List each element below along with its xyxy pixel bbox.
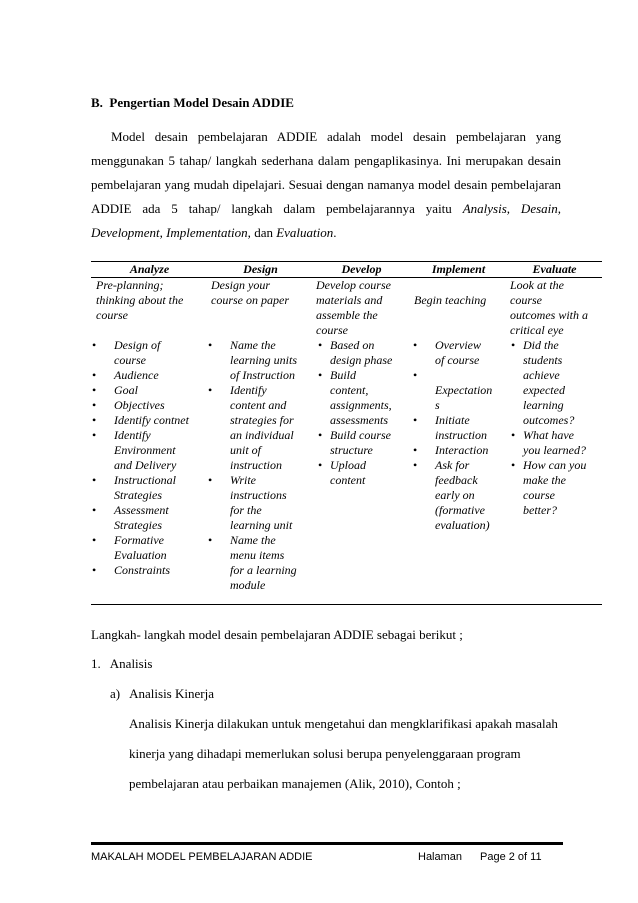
row2-analyze-list — [92, 338, 208, 578]
header-design: Design — [243, 262, 278, 276]
list-item: • Goal — [92, 383, 208, 398]
header-implement: Implement — [431, 262, 486, 276]
list-item: • Build content, assignments, assessments — [318, 368, 410, 428]
list-item: • Interaction — [413, 443, 507, 458]
detail-line: kinerja yang dihadapi memerlukan solusi berupa penyelenggaraan program — [129, 746, 521, 761]
intro-paragraph — [91, 125, 561, 245]
row2-design-list — [208, 338, 313, 593]
list-item: • Audience — [92, 368, 208, 383]
list-item: • Identify Environment and Delivery — [92, 428, 208, 473]
row1-design-cell: Design your course on paper — [211, 278, 289, 307]
list-item: • Upload content — [318, 458, 410, 488]
list-item: • Design of course — [92, 338, 208, 368]
row2-develop-list — [318, 338, 410, 488]
list-item: • Constraints — [92, 563, 208, 578]
list-item: • Expectation s — [413, 368, 507, 413]
list-item: • What have you learned? — [511, 428, 602, 458]
table-bottom-rule — [91, 604, 602, 605]
list-item: • Identify contnet — [92, 413, 208, 428]
list-item: • Overview of course — [413, 338, 507, 368]
detail-line: pembelajaran atau perbaikan manajemen (Alik, 2010), Contoh ; — [129, 776, 461, 791]
footer-rule — [91, 842, 563, 845]
row2-implement-list — [413, 338, 507, 533]
footer-page-number: Page 2 of 11 — [480, 851, 542, 863]
list-item: • Name the menu items for a learning module — [208, 533, 313, 593]
row1-implement-cell: Begin teaching — [414, 293, 487, 307]
list-item: • Build course structure — [318, 428, 410, 458]
list-item: • Ask for feedback early on (formative evaluation) — [413, 458, 507, 533]
paragraph-line: pembelajaran yang mudah dipelajari. Sesuai dengan namanya model desain pembelajaran — [91, 177, 561, 192]
list-item: • Write instructions for the learning unit — [208, 473, 313, 533]
steps-intro: Langkah- langkah model desain pembelajaran ADDIE sebagai berikut ; — [91, 627, 463, 642]
footer-halaman-label: Halaman — [418, 851, 463, 863]
section-heading: B. Pengertian Model Desain ADDIE — [91, 95, 294, 110]
list-item: • Assessment Strategies — [92, 503, 208, 533]
paragraph-line: Development, Implementation, dan Evaluation. — [91, 225, 337, 240]
row1-evaluate-cell: Look at the course outcomes with a critical eye — [510, 278, 588, 337]
row2-evaluate-list — [511, 338, 602, 518]
list-item: • Identify content and strategies for an individual unit of instruction — [208, 383, 313, 473]
paragraph-line: Model desain pembelajaran ADDIE adalah model desain pembelajaran yang — [111, 129, 561, 144]
list-item: • Formative Evaluation — [92, 533, 208, 563]
step-1-heading: 1. Analisis — [91, 656, 153, 671]
row1-analyze-cell: Pre-planning; thinking about the course — [96, 278, 184, 322]
header-develop: Develop — [341, 262, 382, 276]
paragraph-line: ADDIE ada 5 tahap/ langkah dalam pembelajarannya yaitu Analysis, Desain, — [91, 201, 562, 216]
list-item: • How can you make the course better? — [511, 458, 602, 518]
list-item: • Based on design phase — [318, 338, 410, 368]
detail-line: Analisis Kinerja dilakukan untuk mengetahui dan mengklarifikasi apakah masalah — [129, 716, 558, 731]
list-item: • Initiate instruction — [413, 413, 507, 443]
list-item: • Objectives — [92, 398, 208, 413]
step-1a-heading: a) Analisis Kinerja — [110, 686, 214, 701]
list-item: • Name the learning units of Instruction — [208, 338, 313, 383]
row1-develop-cell: Develop course materials and assemble the course — [316, 278, 391, 337]
header-analyze: Analyze — [129, 262, 170, 276]
paragraph-line: menggunakan 5 tahap/ langkah sederhana dalam pengaplikasinya. Ini merupakan desain — [91, 153, 561, 168]
list-item: • Did the students achieve expected learning outcomes? — [511, 338, 602, 428]
footer-title: MAKALAH MODEL PEMBELAJARAN ADDIE — [91, 851, 313, 863]
list-item: • Instructional Strategies — [92, 473, 208, 503]
header-evaluate: Evaluate — [532, 262, 577, 276]
